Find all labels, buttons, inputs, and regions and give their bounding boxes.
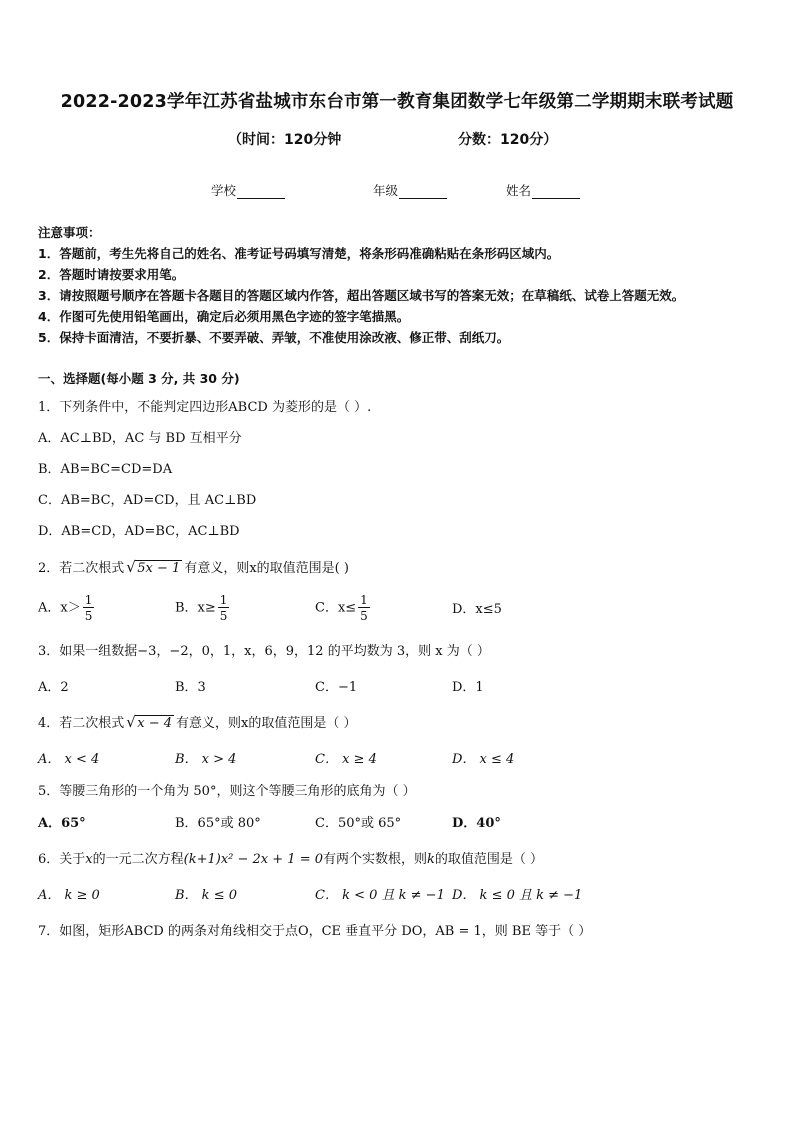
question-6-option-c[interactable]: C． k < 0 且 k ≠ −1	[315, 888, 445, 903]
numerator: 1	[360, 593, 368, 607]
question-5-option-b[interactable]: B．65°或 80°	[175, 816, 261, 831]
fraction	[83, 594, 95, 622]
fraction	[358, 594, 370, 622]
question-6-end: 的取值范围是（ ）	[434, 852, 544, 867]
school-field[interactable]	[211, 181, 285, 199]
note-item: 3．请按照题号顺序在答题卡各题目的答题区域内作答，超出答题区域书写的答案无效；在草稿纸、试卷上答题无效。	[38, 288, 685, 303]
question-6-option-b[interactable]: B． k ≤ 0	[175, 888, 237, 903]
note-item: 1．答题前，考生先将自己的姓名、准考证号码填写清楚，将条形码准确粘贴在条形码区域内。	[38, 246, 560, 261]
question-3-option-a[interactable]: A．2	[38, 680, 69, 695]
school-label: 学校	[211, 183, 237, 198]
question-5-options	[0, 812, 794, 832]
question-2-option-a[interactable]	[38, 594, 94, 622]
question-1-option-b[interactable]: B．AB=BC=CD=DA	[38, 462, 173, 477]
question-5-option-a[interactable]: A．65°	[38, 816, 86, 831]
school-blank[interactable]	[237, 185, 285, 199]
name-blank[interactable]	[532, 185, 580, 199]
question-3-option-b[interactable]: B．3	[175, 680, 206, 695]
option-label: B．x≥	[175, 600, 216, 616]
note-item: 5．保持卡面清洁，不要折暴、不要弄破、弄皱，不准使用涂改液、修正带、刮纸刀。	[38, 330, 510, 345]
notes-section	[38, 223, 684, 349]
question-2-post: 有意义，则x的取值范围是( )	[184, 561, 349, 576]
question-4-option-a[interactable]: A． x < 4	[38, 752, 100, 767]
question-3-options	[0, 676, 794, 696]
time-limit: （时间：120分钟	[228, 132, 342, 148]
radicand: x − 4	[137, 716, 173, 731]
note-item: 2．答题时请按要求用笔。	[38, 267, 185, 282]
question-3-option-c[interactable]: C．−1	[315, 680, 358, 695]
radicand: 5x − 1	[137, 561, 181, 576]
section-heading: 一、选择题(每小题 3 分, 共 30 分)	[38, 371, 240, 386]
denominator: 5	[84, 609, 93, 623]
option-label: C．x≤	[315, 600, 357, 616]
question-6-option-d[interactable]: D． k ≤ 0 且 k ≠ −1	[452, 888, 583, 903]
question-6-options	[0, 884, 794, 904]
question-2-option-c[interactable]	[315, 594, 370, 622]
option-label: A．x＞	[38, 600, 81, 616]
question-1-option-a[interactable]: A．AC⊥BD，AC 与 BD 互相平分	[38, 431, 242, 446]
question-7-stem: 7．如图，矩形ABCD 的两条对角线相交于点O，CE 垂直平分 DO，AB = 1，则 BE 等于（ ）	[38, 924, 592, 939]
question-5-option-c[interactable]: C．50°或 65°	[315, 816, 402, 831]
numerator: 1	[219, 593, 228, 607]
grade-label: 年级	[373, 183, 399, 198]
question-6-pre: 6．关于	[38, 852, 86, 867]
radical-sign-icon: √	[126, 558, 136, 576]
question-1-option-c[interactable]: C．AB=BC，AD=CD，且 AC⊥BD	[38, 493, 257, 508]
question-1-stem: 1．下列条件中，不能判定四边形ABCD 为菱形的是（ ）.	[38, 400, 372, 415]
question-4-option-b[interactable]: B． x > 4	[175, 752, 237, 767]
grade-field[interactable]	[373, 181, 447, 199]
question-5-stem: 5．等腰三角形的一个角为 50°，则这个等腰三角形的底角为（ ）	[38, 784, 416, 799]
question-4-option-d[interactable]: D． x ≤ 4	[452, 752, 515, 767]
notes-heading: 注意事项：	[38, 225, 101, 240]
question-3-stem: 3．如果一组数据−3，−2，0，1，x，6，9，12 的平均数为 3，则 x 为（ ）	[38, 644, 490, 659]
question-6-stem	[38, 848, 543, 867]
question-2-option-b[interactable]	[175, 594, 229, 622]
question-1-option-d[interactable]: D．AB=CD，AD=BC，AC⊥BD	[38, 524, 240, 539]
equation: (k+1)x² − 2x + 1 = 0	[183, 852, 323, 867]
question-3-option-d[interactable]: D．1	[452, 680, 484, 695]
radical-sign-icon: √	[126, 713, 136, 731]
name-field[interactable]	[506, 181, 580, 199]
question-4-post: 有意义，则x的取值范围是（ ）	[176, 716, 357, 731]
question-5-option-d[interactable]: D．40°	[452, 816, 501, 831]
question-4-options	[0, 748, 794, 768]
denominator: 5	[360, 609, 368, 623]
name-label: 姓名	[506, 183, 532, 198]
question-6-option-a[interactable]: A． k ≥ 0	[38, 888, 100, 903]
variable-x: x	[85, 852, 93, 867]
question-2-stem	[38, 557, 349, 576]
page-title: 2022-2023学年江苏省盐城市东台市第一教育集团数学七年级第二学期期末联考试题	[60, 92, 734, 112]
note-item: 4．作图可先使用铅笔画出，确定后必须用黑色字迹的签字笔描黑。	[38, 309, 410, 324]
numerator: 1	[84, 593, 93, 607]
fraction	[218, 594, 230, 622]
denominator: 5	[219, 609, 228, 623]
question-2-options	[0, 593, 794, 623]
question-4-stem	[38, 712, 357, 731]
sqrt-expression	[126, 713, 174, 731]
question-4-pre: 4．若二次根式	[38, 716, 125, 731]
sqrt-expression	[126, 558, 182, 576]
total-score: 分数：120分）	[458, 132, 558, 148]
question-6-post: 有两个实数根，则	[322, 852, 427, 867]
question-4-option-c[interactable]: C． x ≥ 4	[315, 752, 377, 767]
grade-blank[interactable]	[399, 185, 447, 199]
variable-k: k	[427, 852, 435, 867]
question-6-mid: 的一元二次方程	[92, 852, 184, 867]
question-2-option-d[interactable]: D．x≤5	[452, 602, 502, 617]
question-2-pre: 2．若二次根式	[38, 561, 125, 576]
